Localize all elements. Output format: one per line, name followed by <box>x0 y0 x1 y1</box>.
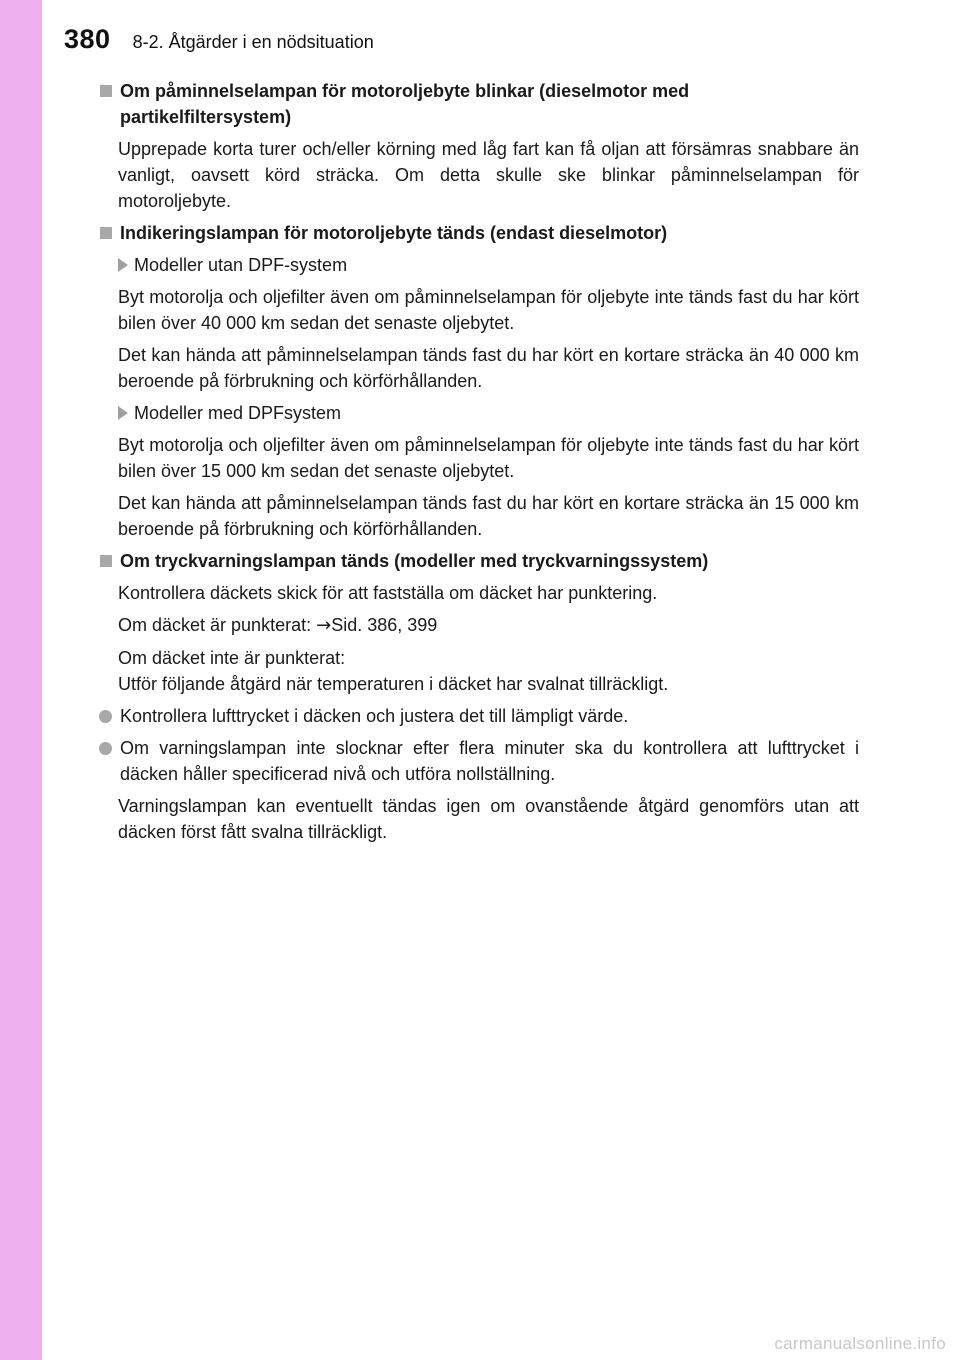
paragraph: Varningslampan kan eventuellt tändas igen om ovanstående åtgärd genomförs utan att däcken först fått svalna tillräckligt. <box>118 796 859 842</box>
subheading-without-dpf: Modeller utan DPF-system <box>118 252 859 278</box>
paragraph: Byt motorolja och oljefilter även om påminnelselampan för oljebyte inte tänds fast du har kört bilen över 40 000 km sedan det senaste oljebytet. <box>118 287 859 333</box>
list-item: Om varningslampan inte slocknar efter flera minuter ska du kontrollera att lufttrycket i däcken håller specificerad nivå och utföra nollställning. <box>97 735 859 787</box>
page-content <box>97 78 859 851</box>
paragraph: Det kan hända att påminnelselampan tänds fast du har kört en kortare sträcka än 15 000 km beroende på förbrukning och körförhållanden. <box>118 493 859 539</box>
paragraph-page-reference: Om däcket är punkterat: →Sid. 386, 399 <box>118 615 438 636</box>
square-bullet-icon <box>100 227 112 239</box>
subheading-with-dpf: Modeller med DPFsystem <box>118 400 859 426</box>
side-color-bar <box>0 0 42 1360</box>
square-bullet-icon <box>100 85 112 97</box>
square-bullet-icon <box>100 555 112 567</box>
arrow-right-icon: → <box>316 615 332 636</box>
page-reference-link[interactable]: Sid. 386, 399 <box>331 615 438 635</box>
page-header <box>64 24 374 64</box>
heading-pressure-warning: Om tryckvarningslampan tänds (modeller med tryckvarningssystem) <box>97 548 859 574</box>
triangle-right-icon <box>118 406 128 420</box>
page-number: 380 <box>64 24 111 54</box>
heading-oil-change-indicator: Indikeringslampan för motoroljebyte tänds (endast dieselmotor) <box>97 220 859 246</box>
watermark: carmanualsonline.info <box>774 1334 946 1353</box>
paragraph: Kontrollera däckets skick för att fastställa om däcket har punktering. <box>118 583 658 603</box>
paragraph: Upprepade korta turer och/eller körning med låg fart kan få oljan att försämras snabbare än vanligt, oavsett körd sträcka. Om detta skulle ske blinkar påminnelselampan för motoroljebyte. <box>118 139 859 211</box>
paragraph: Om däcket inte är punkterat: Utför följande åtgärd när temperaturen i däcket har svalnat tillräckligt. <box>118 648 669 694</box>
circle-bullet-icon <box>99 742 112 755</box>
paragraph: Byt motorolja och oljefilter även om påminnelselampan för oljebyte inte tänds fast du har kört bilen över 15 000 km sedan det senaste oljebytet. <box>118 435 859 481</box>
heading-oil-reminder-blinking: Om påminnelselampan för motoroljebyte blinkar (dieselmotor med partikelfiltersystem) <box>97 78 859 130</box>
section-title: 8-2. Åtgärder i en nödsituation <box>132 32 374 52</box>
paragraph: Det kan hända att påminnelselampan tänds fast du har kört en kortare sträcka än 40 000 km beroende på förbrukning och körförhållanden. <box>118 345 859 391</box>
triangle-right-icon <box>118 258 128 272</box>
list-item: Kontrollera lufttrycket i däcken och justera det till lämpligt värde. <box>97 703 859 729</box>
circle-bullet-icon <box>99 710 112 723</box>
